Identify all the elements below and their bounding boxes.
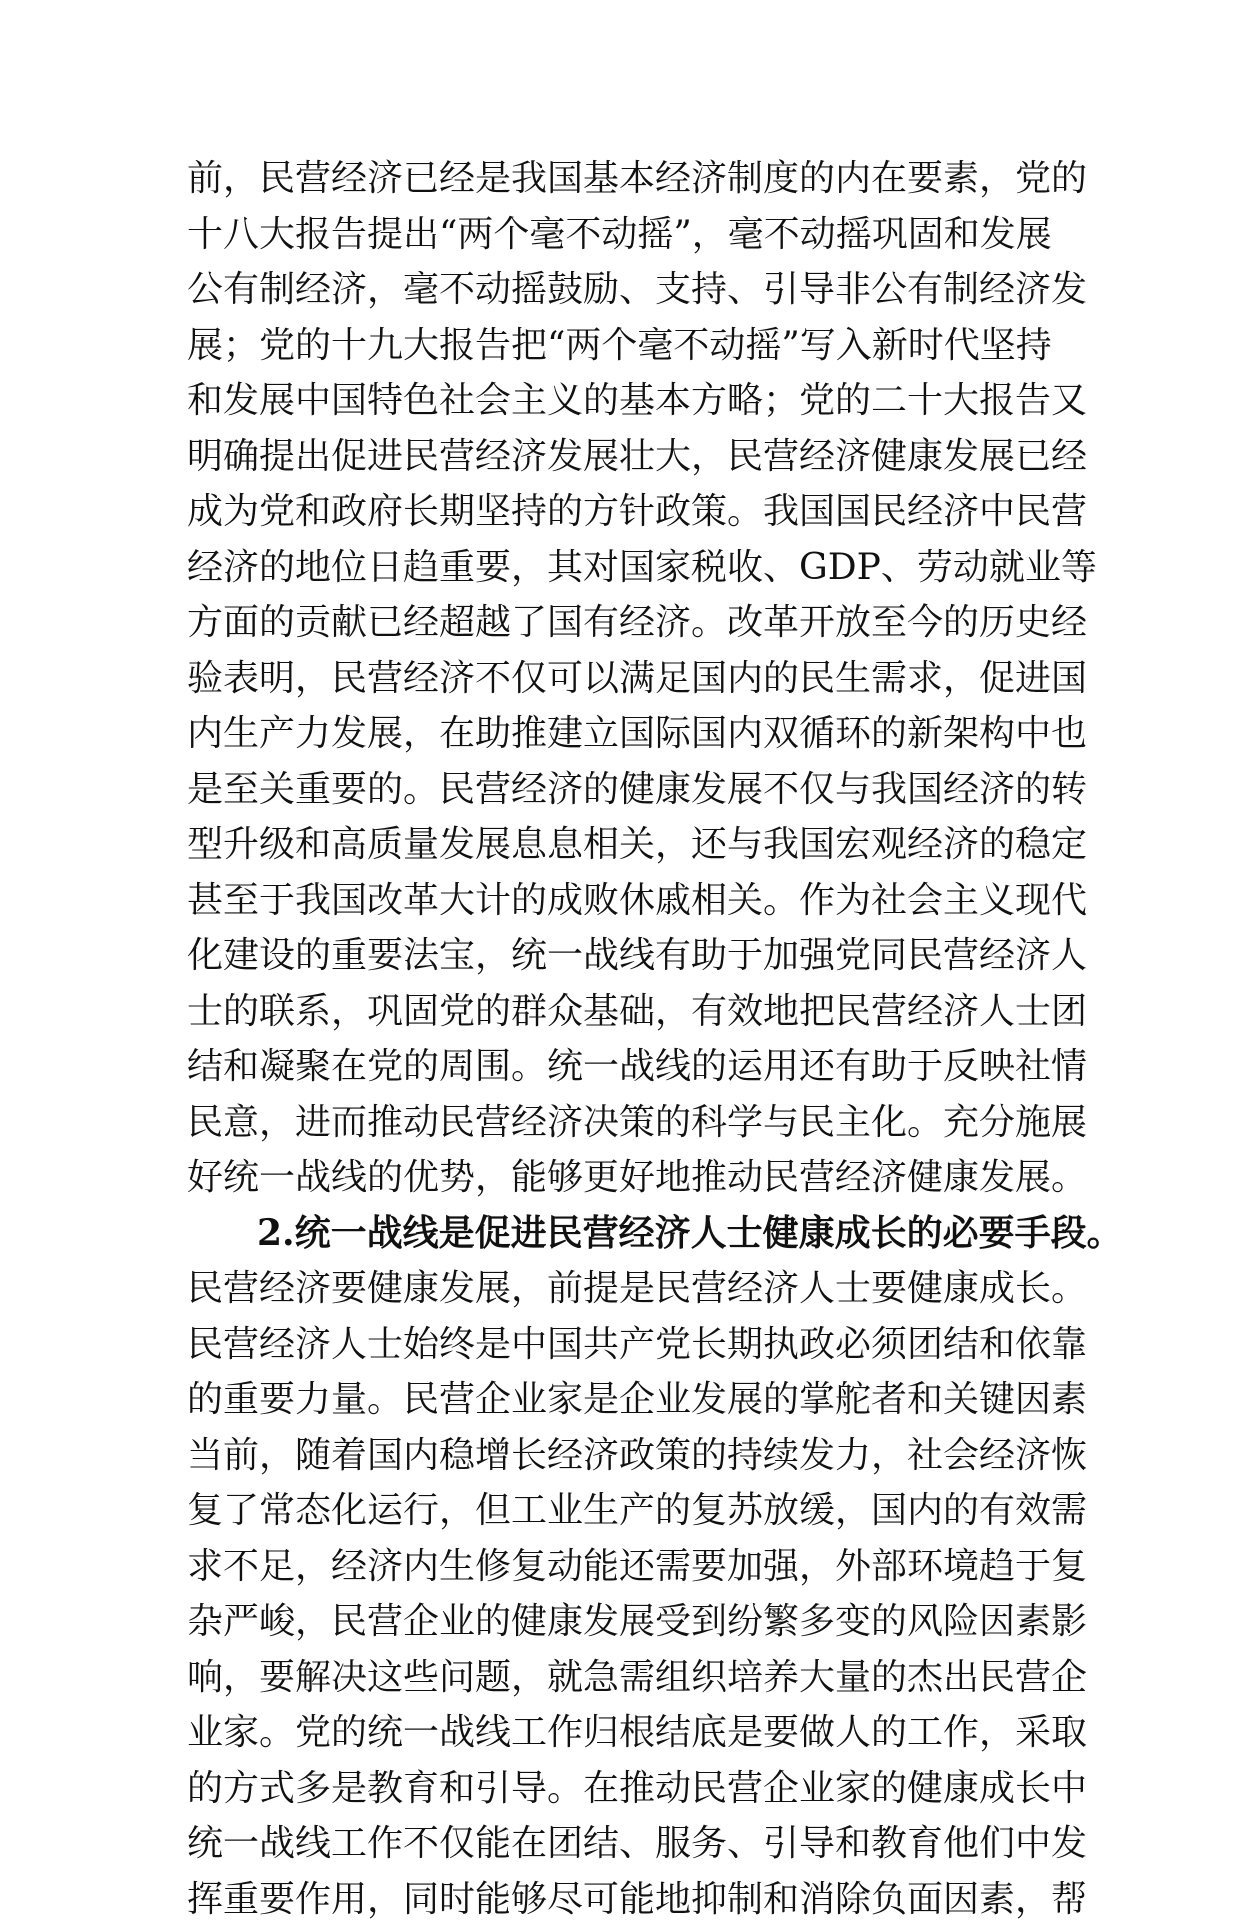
paragraph-line: 前，民营经济已经是我国基本经济制度的内在要素，党的 (187, 151, 1067, 207)
paragraph-line: 十八大报告提出“两个毫不动摇”，毫不动摇巩固和发展 (187, 207, 1067, 263)
paragraph-line: 杂严峻，民营企业的健康发展受到纷繁多变的风险因素影 (187, 1594, 1067, 1650)
paragraph-line: 内生产力发展，在助推建立国际国内双循环的新架构中也 (187, 706, 1067, 762)
paragraph-line: 型升级和高质量发展息息相关，还与我国宏观经济的稳定 (187, 817, 1067, 873)
paragraph-line: 成为党和政府长期坚持的方针政策。我国国民经济中民营 (187, 484, 1067, 540)
paragraph-line: 挥重要作用，同时能够尽可能地抑制和消除负面因素，帮 (187, 1872, 1067, 1927)
paragraph-line: 展；党的十九大报告把“两个毫不动摇”写入新时代坚持 (187, 318, 1067, 374)
paragraph-line: 的重要力量。民营企业家是企业发展的掌舵者和关键因素 (187, 1372, 1067, 1428)
paragraph-line: 民营经济要健康发展，前提是民营经济人士要健康成长。 (187, 1261, 1067, 1317)
paragraph-line: 民营经济人士始终是中国共产党长期执政必须团结和依靠 (187, 1317, 1067, 1373)
section-heading: 2.统一战线是促进民营经济人士健康成长的必要手段。 (187, 1206, 1067, 1262)
paragraph-line: 统一战线工作不仅能在团结、服务、引导和教育他们中发 (187, 1816, 1067, 1872)
paragraph-line: 公有制经济，毫不动摇鼓励、支持、引导非公有制经济发 (187, 262, 1067, 318)
paragraph-line: 验表明，民营经济不仅可以满足国内的民生需求，促进国 (187, 651, 1067, 707)
body-text (187, 151, 1067, 1927)
paragraph-line: 士的联系，巩固党的群众基础，有效地把民营经济人士团 (187, 984, 1067, 1040)
paragraph-line: 方面的贡献已经超越了国有经济。改革开放至今的历史经 (187, 595, 1067, 651)
paragraph-line: 经济的地位日趋重要，其对国家税收、GDP、劳动就业等 (187, 540, 1067, 596)
paragraph-line: 和发展中国特色社会主义的基本方略；党的二十大报告又 (187, 373, 1067, 429)
paragraph-line: 是至关重要的。民营经济的健康发展不仅与我国经济的转 (187, 762, 1067, 818)
paragraph-line: 复了常态化运行，但工业生产的复苏放缓，国内的有效需 (187, 1483, 1067, 1539)
paragraph-line: 结和凝聚在党的周围。统一战线的运用还有助于反映社情 (187, 1039, 1067, 1095)
paragraph-line: 业家。党的统一战线工作归根结底是要做人的工作，采取 (187, 1705, 1067, 1761)
paragraph-line: 求不足，经济内生修复动能还需要加强，外部环境趋于复 (187, 1539, 1067, 1595)
paragraph-line: 响，要解决这些问题，就急需组织培养大量的杰出民营企 (187, 1650, 1067, 1706)
paragraph-line: 甚至于我国改革大计的成败休戚相关。作为社会主义现代 (187, 873, 1067, 929)
paragraph-line: 的方式多是教育和引导。在推动民营企业家的健康成长中 (187, 1761, 1067, 1817)
paragraph-line: 当前，随着国内稳增长经济政策的持续发力，社会经济恢 (187, 1428, 1067, 1484)
paragraph-line: 好统一战线的优势，能够更好地推动民营经济健康发展。 (187, 1150, 1067, 1206)
paragraph-line: 明确提出促进民营经济发展壮大，民营经济健康发展已经 (187, 429, 1067, 485)
paragraph-line: 民意，进而推动民营经济决策的科学与民主化。充分施展 (187, 1095, 1067, 1151)
paragraph-line: 化建设的重要法宝，统一战线有助于加强党同民营经济人 (187, 928, 1067, 984)
